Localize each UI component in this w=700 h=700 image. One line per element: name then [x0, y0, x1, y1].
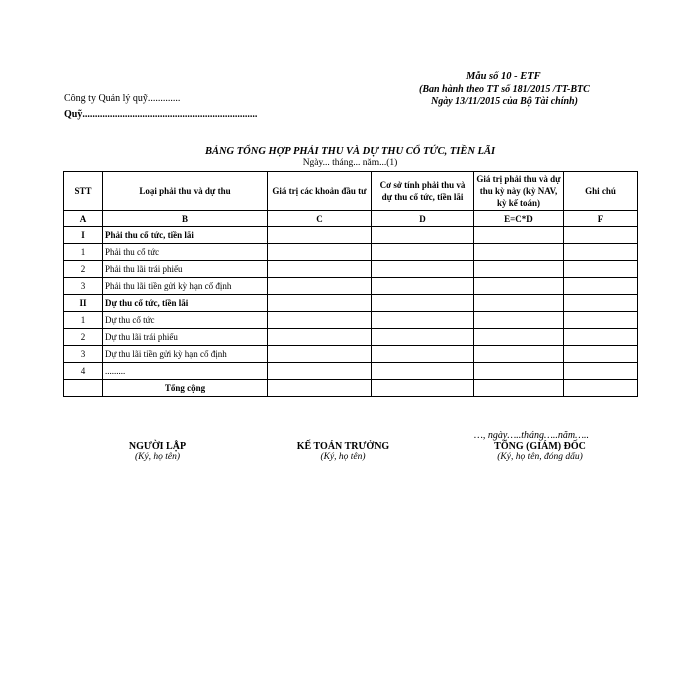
row-label: ......... — [103, 363, 268, 380]
document-date: Ngày... tháng... năm...(1) — [302, 158, 398, 168]
basis-cell — [372, 261, 474, 278]
row-stt: 1 — [64, 244, 103, 261]
form-code: Mẫu số 10 - ETF — [466, 71, 541, 82]
row-label: Phải thu lãi tiền gửi kỳ hạn cố định — [103, 278, 268, 295]
header-basis: Cơ sở tính phải thu và dự thu cổ tức, tiền lãi — [372, 172, 474, 211]
note-cell — [564, 312, 638, 329]
investment-value-cell — [268, 312, 372, 329]
header-note: Ghi chú — [564, 172, 638, 211]
note-cell — [564, 329, 638, 346]
table-row — [64, 329, 638, 346]
chief-accountant-note: (Ký, họ tên) — [320, 452, 366, 462]
row-label: Dự thu cổ tức — [103, 312, 268, 329]
basis-cell — [372, 278, 474, 295]
row-stt — [64, 380, 103, 397]
basis-cell — [372, 227, 474, 244]
row-stt: II — [64, 295, 103, 312]
note-cell — [564, 278, 638, 295]
receivable-value-cell — [474, 244, 564, 261]
director-note: (Ký, họ tên, đóng dấu) — [497, 452, 583, 462]
director-signature — [470, 441, 610, 462]
note-cell — [564, 261, 638, 278]
row-stt: 3 — [64, 346, 103, 363]
summary-table — [63, 171, 638, 397]
row-label: Dự thu cổ tức, tiền lãi — [103, 295, 268, 312]
receivable-value-cell — [474, 261, 564, 278]
basis-cell — [372, 363, 474, 380]
director-role: TỔNG (GIÁM) ĐỐC — [494, 441, 586, 452]
note-cell — [564, 380, 638, 397]
receivable-value-cell — [474, 346, 564, 363]
basis-cell — [372, 295, 474, 312]
issued-date-note: Ngày 13/11/2015 của Bộ Tài chính) — [431, 96, 578, 107]
investment-value-cell — [268, 295, 372, 312]
column-letter-row — [64, 211, 638, 227]
row-label: Phải thu cổ tức, tiền lãi — [103, 227, 268, 244]
table-header-row — [64, 172, 638, 211]
investment-value-cell — [268, 380, 372, 397]
header-receivable-value: Giá trị phải thu và dự thu kỳ này (kỳ NAV, kỳ kế toán) — [474, 172, 564, 211]
investment-value-cell — [268, 244, 372, 261]
note-cell — [564, 227, 638, 244]
column-letter: C — [268, 211, 372, 227]
chief-accountant-signature — [278, 441, 408, 462]
receivable-value-cell — [474, 363, 564, 380]
row-stt: 3 — [64, 278, 103, 295]
table-row — [64, 261, 638, 278]
row-stt: I — [64, 227, 103, 244]
table-row — [64, 227, 638, 244]
header-stt: STT — [64, 172, 103, 211]
column-letter: A — [64, 211, 103, 227]
table-row — [64, 380, 638, 397]
receivable-value-cell — [474, 295, 564, 312]
investment-value-cell — [268, 261, 372, 278]
receivable-value-cell — [474, 380, 564, 397]
preparer-signature — [100, 441, 215, 462]
note-cell — [564, 346, 638, 363]
basis-cell — [372, 329, 474, 346]
note-cell — [564, 363, 638, 380]
table-row — [64, 278, 638, 295]
investment-value-cell — [268, 227, 372, 244]
receivable-value-cell — [474, 329, 564, 346]
table-row — [64, 346, 638, 363]
header-type: Loại phải thu và dự thu — [103, 172, 268, 211]
preparer-role: NGƯỜI LẬP — [128, 441, 187, 452]
note-cell — [564, 295, 638, 312]
investment-value-cell — [268, 329, 372, 346]
investment-value-cell — [268, 346, 372, 363]
row-label: Phải thu lãi trái phiếu — [103, 261, 268, 278]
note-cell — [564, 244, 638, 261]
row-label: Phải thu cổ tức — [103, 244, 268, 261]
header-investment-value: Giá trị các khoản đầu tư — [268, 172, 372, 211]
basis-cell — [372, 244, 474, 261]
row-label: Tổng cộng — [103, 380, 268, 397]
signature-date-line: …, ngày…..tháng…..năm….. — [474, 430, 590, 441]
table-row — [64, 244, 638, 261]
column-letter: E=C*D — [474, 211, 564, 227]
receivable-value-cell — [474, 312, 564, 329]
row-label: Dự thu lãi tiền gửi kỳ hạn cố định — [103, 346, 268, 363]
preparer-note: (Ký, họ tên) — [134, 452, 181, 462]
investment-value-cell — [268, 363, 372, 380]
table-row — [64, 295, 638, 312]
basis-cell — [372, 312, 474, 329]
receivable-value-cell — [474, 227, 564, 244]
company-name: Công ty Quản lý quỹ............. — [64, 93, 181, 104]
issued-by-note: (Ban hành theo TT số 181/2015 /TT-BTC — [419, 84, 590, 95]
basis-cell — [372, 346, 474, 363]
investment-value-cell — [268, 278, 372, 295]
column-letter: F — [564, 211, 638, 227]
row-stt: 2 — [64, 329, 103, 346]
row-stt: 1 — [64, 312, 103, 329]
row-stt: 4 — [64, 363, 103, 380]
basis-cell — [372, 380, 474, 397]
column-letter: D — [372, 211, 474, 227]
row-label: Dự thu lãi trái phiếu — [103, 329, 268, 346]
document-title: BẢNG TỔNG HỢP PHẢI THU VÀ DỰ THU CỔ TỨC, TIỀN LÃI — [204, 146, 496, 157]
table-row — [64, 363, 638, 380]
chief-accountant-role: KẾ TOÁN TRƯỞNG — [296, 441, 390, 452]
receivable-value-cell — [474, 278, 564, 295]
fund-name: Quỹ...................................................................... — [64, 109, 258, 120]
row-stt: 2 — [64, 261, 103, 278]
column-letter: B — [103, 211, 268, 227]
table-row — [64, 312, 638, 329]
